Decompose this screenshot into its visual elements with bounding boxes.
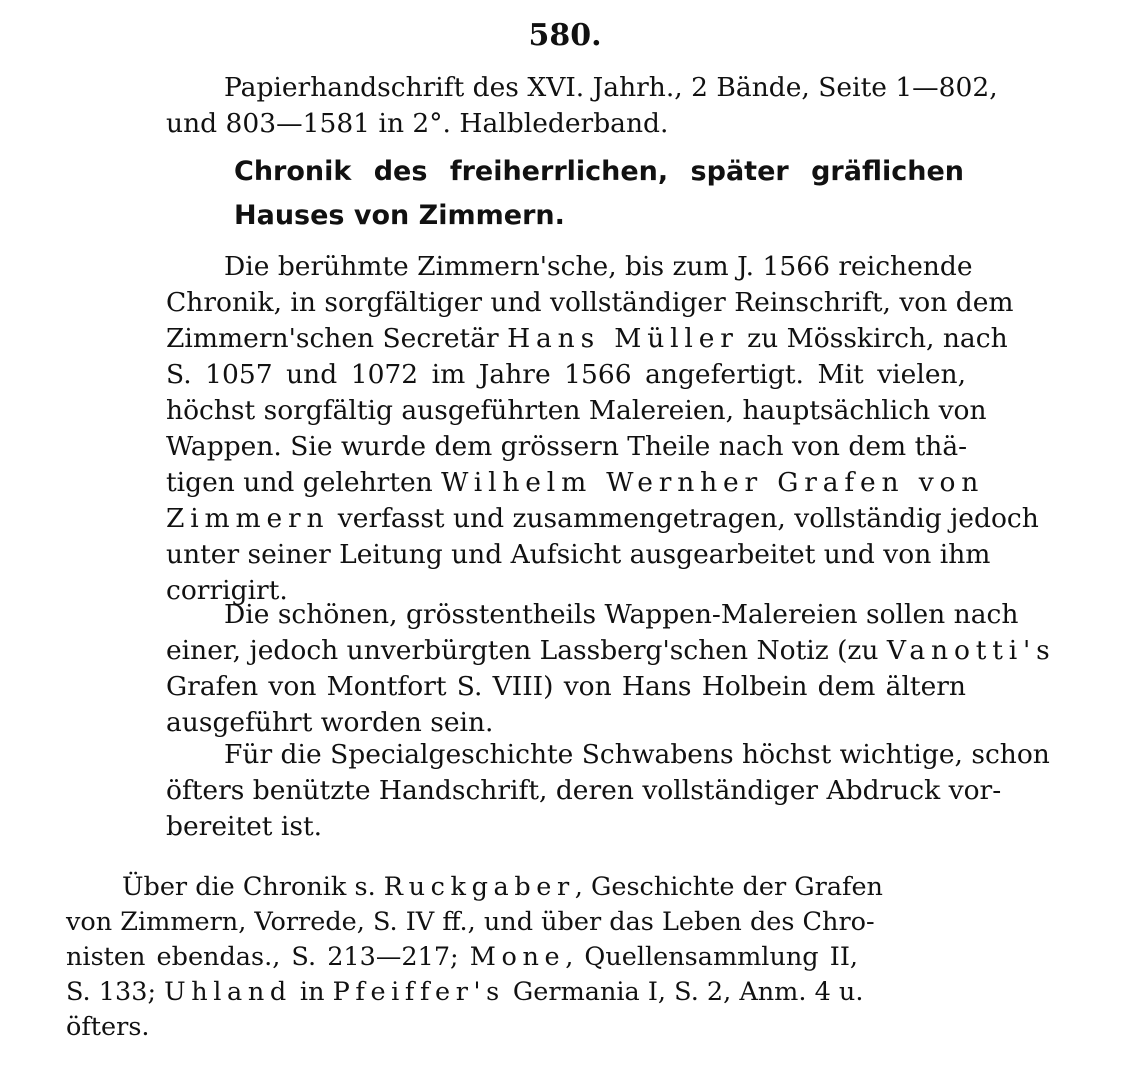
text-run: in [291, 977, 333, 1007]
paragraph-1 [166, 249, 1039, 609]
paragraph-line: S. 1057 und 1072 im Jahre 1566 angefertigt. Mit vielen, [166, 359, 966, 390]
text-run: Über die Chronik s. [122, 872, 384, 902]
spaced-name: Hans Müller [507, 323, 739, 354]
paragraph-line: Grafen von Montfort S. VIII) von Hans Holbein dem ältern [166, 671, 966, 702]
paragraph-line: öfters benützte Handschrift, deren vollständiger Abdruck vor- [166, 775, 1002, 806]
footnote-line [66, 940, 858, 975]
text-run: , Geschichte der Grafen [574, 872, 883, 902]
footnote-line: öfters. [66, 1012, 150, 1042]
text-run: S. 133; [66, 977, 165, 1007]
text-run: verfasst und zusammengetragen, vollständig jedoch [329, 503, 1039, 534]
text-run: Zimmern'schen Secretär [166, 323, 508, 354]
paragraph-line: unter seiner Leitung und Aufsicht ausgearbeitet und von ihm [166, 539, 991, 570]
text-run: nisten ebendas., S. 213—217; [66, 942, 470, 972]
paragraph-line: Für die Specialgeschichte Schwabens höchst wichtige, schon [224, 739, 1050, 770]
spaced-name: Vanotti's [886, 635, 1056, 666]
spaced-name: Wilhelm Wernher Grafen von [441, 467, 985, 498]
spaced-name: Pfeiffer's [332, 977, 505, 1007]
manuscript-description [166, 70, 998, 142]
footnote-line: von Zimmern, Vorrede, S. IV ff., und über das Leben des Chro- [66, 907, 875, 937]
description-line: Papierhandschrift des XVI. Jahrh., 2 Bände, Seite 1—802, [224, 72, 998, 103]
text-run: tigen und gelehrten [166, 467, 442, 498]
footnote-line [66, 870, 883, 905]
paragraph-line [166, 321, 1008, 357]
spaced-name: Mone [469, 942, 566, 972]
spaced-name: Ruckgaber [383, 872, 575, 902]
paragraph-line: ausgeführt worden sein. [166, 707, 494, 738]
paragraph-line [166, 633, 1056, 669]
text-run: , Quellensammlung II, [565, 942, 859, 972]
text-run: einer, jedoch unverbürgten Lassberg'schen Notiz (zu [166, 635, 887, 666]
text-run: zu Mösskirch, nach [738, 323, 1008, 354]
paragraph-line: Chronik, in sorgfältiger und vollständiger Reinschrift, von dem [166, 287, 1014, 318]
paragraph-line: Die berühmte Zimmern'sche, bis zum J. 1566 reichende [224, 251, 973, 282]
title-line: Hauses von Zimmern. [234, 200, 565, 231]
paragraph-line [166, 465, 985, 501]
text-run: Germania I, S. 2, Anm. 4 u. [504, 977, 864, 1007]
description-line: und 803—1581 in 2°. Halblederband. [166, 108, 669, 139]
title-line: Chronik des freiherrlichen, später gräflichen [234, 156, 964, 187]
paragraph-line: höchst sorgfältig ausgeführten Malereien, hauptsächlich von [166, 395, 987, 426]
paragraph-line: Die schönen, grösstentheils Wappen-Malereien sollen nach [224, 599, 1019, 630]
paragraph-line: corrigirt. [166, 575, 288, 606]
chronicle-title [234, 150, 964, 238]
paragraph-line: Wappen. Sie wurde dem grössern Theile nach von dem thä- [166, 431, 968, 462]
paragraph-line [166, 501, 1039, 537]
paragraph-3 [166, 737, 1050, 845]
spaced-name: Zimmern [166, 503, 330, 534]
page-number: 580. [528, 18, 602, 53]
spaced-name: Uhland [164, 977, 292, 1007]
paragraph-line: bereitet ist. [166, 811, 323, 842]
footnote [66, 870, 883, 1045]
footnote-line [66, 975, 864, 1010]
paragraph-2 [166, 597, 1056, 741]
